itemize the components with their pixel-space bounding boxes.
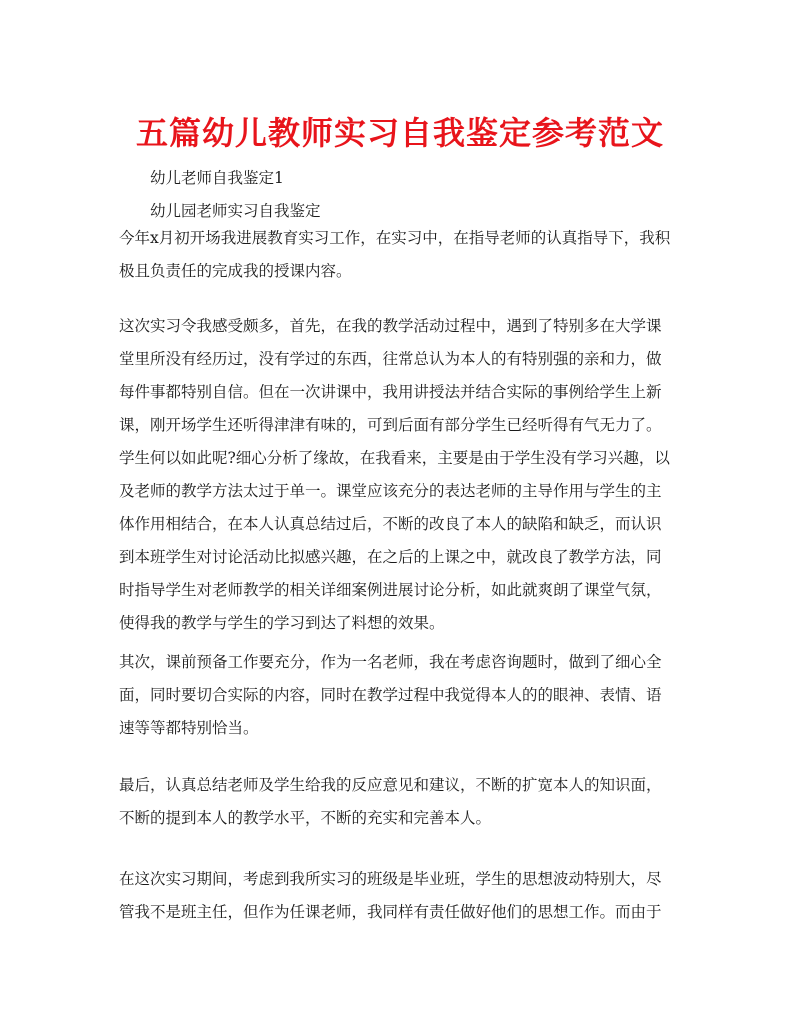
paragraph-3 — [119, 646, 689, 745]
paragraph-line: 这次实习令我感受颇多，首先，在我的教学活动过程中，遇到了特别多在大学课 — [119, 317, 662, 335]
paragraph-line: 堂里所没有经历过，没有学过的东西，往常总认为本人的有特别强的亲和力，做 — [119, 350, 662, 368]
paragraph-line: 时指导学生对老师教学的相关详细案例进展讨论分析，如此就爽朗了课堂气氛， — [119, 581, 662, 599]
paragraph-line: 面，同时要切合实际的内容，同时在教学过程中我觉得本人的的眼神、表情、语 — [119, 686, 662, 704]
paragraph-line: 最后，认真总结老师及学生给我的反应意见和建议，不断的扩宽本人的知识面， — [119, 776, 662, 794]
paragraph-5 — [119, 863, 689, 929]
paragraph-line: 其次，课前预备工作要充分，作为一名老师，我在考虑咨询题时，做到了细心全 — [119, 653, 662, 671]
paragraph-line: 到本班学生对讨论活动比拟感兴趣，在之后的上课之中，就改良了教学方法，同 — [119, 548, 662, 566]
paragraph-line: 每件事都特别自信。但在一次讲课中，我用讲授法并结合实际的事例给学生上新 — [119, 383, 662, 401]
paragraph-4 — [119, 769, 689, 835]
paragraph-line: 课，刚开场学生还听得津津有味的，可到后面有部分学生已经听得有气无力了。 — [119, 416, 662, 434]
paragraph-1 — [119, 222, 689, 288]
paragraph-line: 体作用相结合，在本人认真总结过后，不断的改良了本人的缺陷和缺乏，而认识 — [119, 515, 662, 533]
paragraph-line: 不断的提到本人的教学水平，不断的充实和完善本人。 — [119, 809, 492, 827]
paragraph-line: 在这次实习期间，考虑到我所实习的班级是毕业班，学生的思想波动特别大，尽 — [119, 870, 662, 888]
document-title: 五篇幼儿教师实习自我鉴定参考范文 — [135, 114, 664, 152]
section-heading-1: 幼儿老师自我鉴定1 — [150, 169, 284, 187]
section-heading-2: 幼儿园老师实习自我鉴定 — [150, 202, 321, 220]
paragraph-2 — [119, 310, 689, 640]
paragraph-line: 今年x月初开场我进展教育实习工作，在实习中，在指导老师的认真指导下，我积 — [119, 229, 671, 247]
paragraph-line: 速等等都特别恰当。 — [119, 719, 259, 737]
paragraph-line: 使得我的教学与学生的学习到达了料想的效果。 — [119, 614, 445, 632]
paragraph-line: 学生何以如此呢?细心分析了缘故，在我看来，主要是由于学生没有学习兴趣，以 — [119, 449, 670, 467]
paragraph-line: 极且负责任的完成我的授课内容。 — [119, 262, 352, 280]
paragraph-line: 及老师的教学方法太过于单一。课堂应该充分的表达老师的主导作用与学生的主 — [119, 482, 662, 500]
paragraph-line: 管我不是班主任，但作为任课老师，我同样有责任做好他们的思想工作。而由于 — [119, 903, 662, 921]
